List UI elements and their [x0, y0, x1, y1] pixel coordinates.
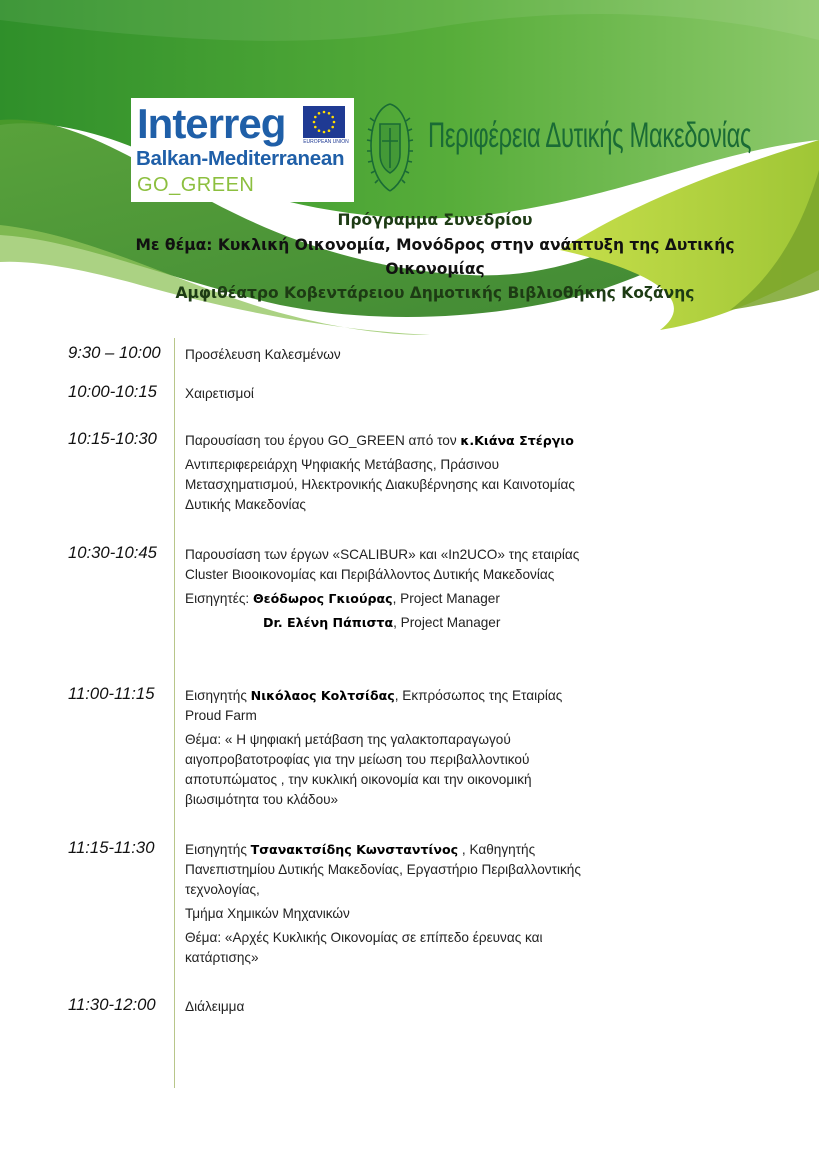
eu-flag-icon — [303, 106, 345, 138]
eu-label: EUROPEAN UNION — [303, 139, 349, 145]
schedule-time: 10:15-10:30 — [68, 429, 157, 448]
conference-title-block — [100, 208, 770, 306]
interreg-logo — [131, 98, 354, 202]
entry-text: Αντιπεριφερειάρχη Ψηφιακής Μετάβασης, Πράσινου Μετασχηματισμού, Ηλεκτρονικής Διακυβέρνησης και Καινοτομίας Δυτικής Μακεδονίας — [185, 457, 575, 512]
entry-text: Εισηγητής Τσανακτσίδης Κωνσταντίνος , Καθηγητής Πανεπιστημίου Δυτικής Μακεδονίας, Εργαστήριο Περιβαλλοντικής τεχνολογίας, — [185, 842, 581, 897]
schedule-time: 11:00-11:15 — [68, 684, 155, 703]
schedule-entry — [185, 545, 595, 633]
entry-text: Dr. Ελένη Πάπιστα, Project Manager — [263, 615, 501, 630]
greek-emblem-icon — [365, 96, 415, 196]
venue: Αμφιθέατρο Κοβεντάρειου Δημοτικής Βιβλιοθήκης Κοζάνης — [175, 284, 695, 302]
schedule-time: 9:30 – 10:00 — [68, 343, 161, 362]
entry-text: Θέμα: « Η ψηφιακή μετάβαση της γαλακτοπαραγωγού αιγοπροβατοτροφίας για την μείωση του περιβαλλοντικού αποτυπώματος , την κυκλική οικονομία και την οικονομική βιωσιμότητα του κλάδου» — [185, 732, 532, 807]
schedule-entry — [185, 686, 595, 810]
speaker-name: Dr. Ελένη Πάπιστα — [263, 615, 394, 630]
entry-text: Παρουσίαση του έργου GO_GREEN από τον κ.Κιάνα Στέργιο — [185, 433, 574, 448]
schedule-time: 11:15-11:30 — [68, 838, 155, 857]
speaker-name: Νικόλαος Κολτσίδας — [250, 688, 395, 703]
conference-subtitle-line1: Με θέμα: Κυκλική Οικονομία, Μονόδρος στην ανάπτυξη της Δυτικής — [135, 236, 735, 254]
schedule-time: 11:30-12:00 — [68, 995, 156, 1014]
speaker-name: Θεόδωρος Γκιούρας — [252, 591, 393, 606]
program-title: Πρόγραμμα Συνεδρίου — [337, 211, 533, 229]
speaker-name: Τσανακτσίδης Κωνσταντίνος — [250, 842, 459, 857]
entry-text: Θέμα: «Αρχές Κυκλικής Οικονομίας σε επίπεδο έρευνας και κατάρτισης» — [185, 930, 543, 965]
interreg-wordmark: Interreg — [137, 100, 286, 147]
schedule-entry — [185, 997, 595, 1017]
schedule-entry — [185, 384, 595, 404]
conference-subtitle-line2: Οικονομίας — [385, 260, 485, 278]
entry-text: Χαιρετισμοί — [185, 386, 254, 401]
entry-text: Εισηγητής Νικόλαος Κολτσίδας, Εκπρόσωπος της Εταιρίας Proud Farm — [185, 688, 563, 723]
schedule-entry — [185, 345, 595, 365]
speaker-name: κ.Κιάνα Στέργιο — [460, 433, 574, 448]
timeline-divider — [174, 338, 175, 1088]
program-name: Balkan-Mediterranean — [136, 147, 345, 170]
entry-text: Εισηγητές: Θεόδωρος Γκιούρας, Project Manager — [185, 591, 500, 606]
entry-text: Τμήμα Χημικών Μηχανικών — [185, 906, 350, 921]
project-name: GO_GREEN — [137, 174, 255, 196]
schedule-time: 10:00-10:15 — [68, 382, 157, 401]
region-name: Περιφέρεια Δυτικής Μακεδονίας — [428, 116, 752, 155]
schedule-entry — [185, 431, 595, 515]
schedule-entry — [185, 840, 595, 968]
entry-text: Παρουσίαση των έργων «SCALIBUR» και «In2UCO» της εταιρίας Cluster Βιοοικονομίας και Περιβάλλοντος Δυτικής Μακεδονίας — [185, 547, 580, 582]
entry-text: Προσέλευση Καλεσμένων — [185, 347, 341, 362]
schedule-time: 10:30-10:45 — [68, 543, 157, 562]
entry-text: Διάλειμμα — [185, 999, 245, 1014]
